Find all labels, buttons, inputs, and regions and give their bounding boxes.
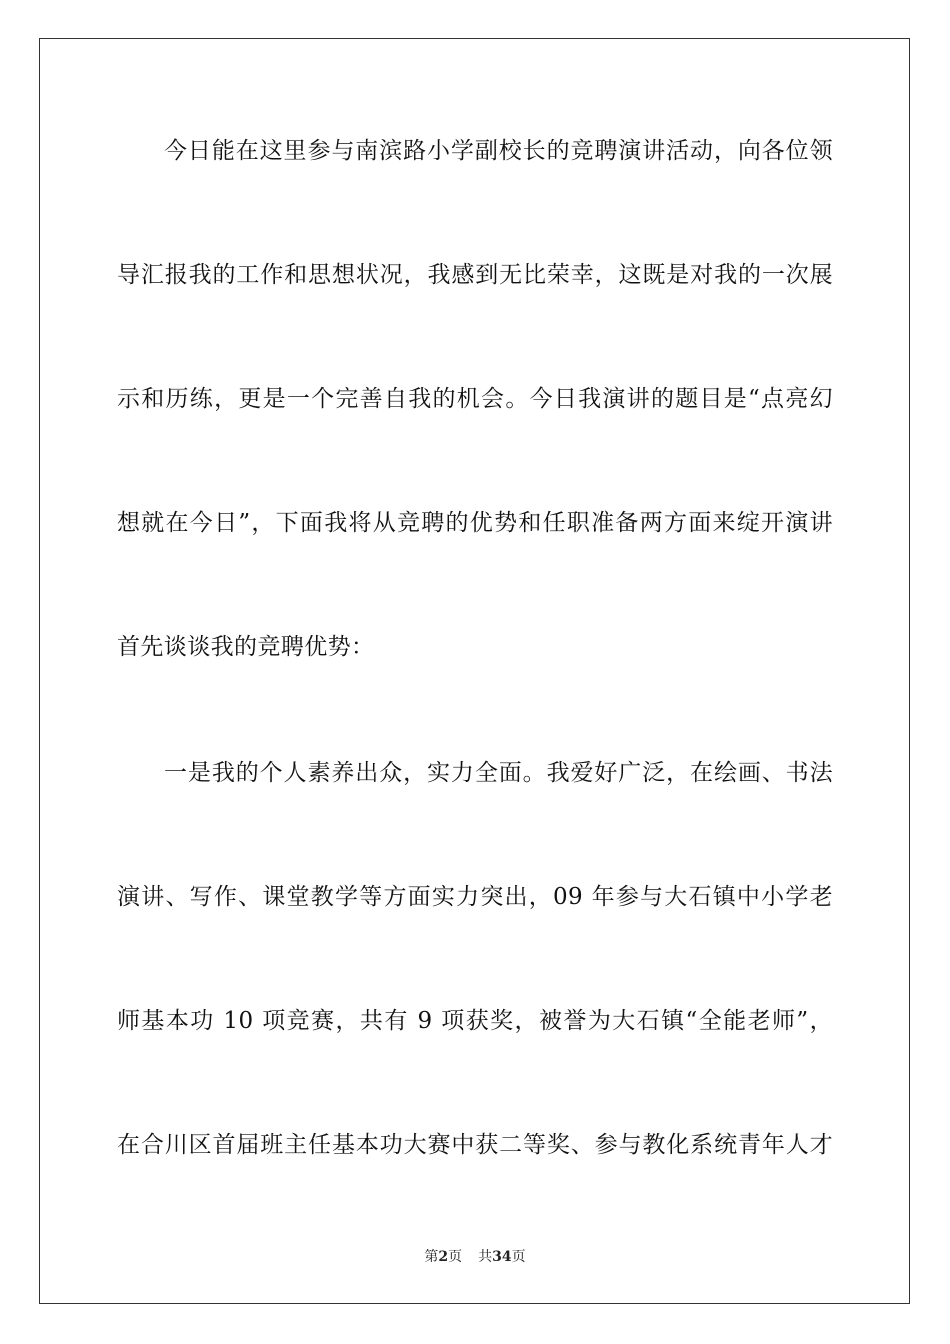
text-line-7: 演讲、写作、课堂教学等方面实力突出，09 年参与大石镇中小学老 xyxy=(117,884,833,910)
total-prefix: 共 xyxy=(478,1249,493,1265)
text-line-1: 今日能在这里参与南滨路小学副校长的竞聘演讲活动，向各位领 xyxy=(164,138,833,164)
text-line-9: 在合川区首届班主任基本功大赛中获二等奖、参与教化系统青年人才 xyxy=(117,1132,833,1158)
text-line-6: 一是我的个人素养出众，实力全面。我爱好广泛，在绘画、书法 xyxy=(164,760,833,786)
page-number: 2 xyxy=(438,1249,449,1265)
total-suffix: 页 xyxy=(511,1249,526,1265)
page-footer xyxy=(0,1248,950,1266)
text-line-2: 导汇报我的工作和思想状况，我感到无比荣幸，这既是对我的一次展 xyxy=(117,262,833,288)
page-frame xyxy=(39,38,910,1304)
text-line-5: 首先谈谈我的竞聘优势： xyxy=(117,634,375,660)
total-pages: 34 xyxy=(492,1249,512,1265)
page-prefix: 第 xyxy=(424,1249,439,1265)
page-suffix: 页 xyxy=(448,1249,463,1265)
text-line-8: 师基本功 10 项竞赛，共有 9 项获奖，被誉为大石镇“全能老师”， xyxy=(117,1008,833,1034)
text-line-3: 示和历练，更是一个完善自我的机会。今日我演讲的题目是“点亮幻 xyxy=(117,386,833,412)
text-line-4: 想就在今日”，下面我将从竞聘的优势和任职准备两方面来绽开演讲 xyxy=(117,510,833,536)
